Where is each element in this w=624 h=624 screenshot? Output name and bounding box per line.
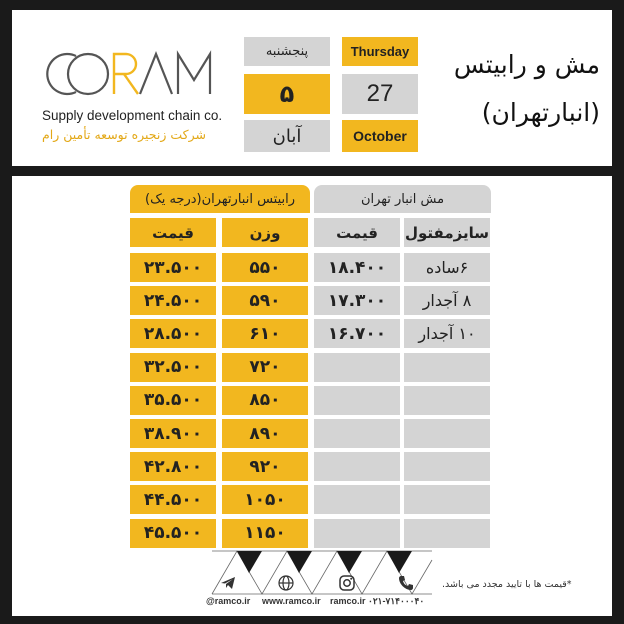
- rabitz-price-cell: ۲۳.۵۰۰: [130, 253, 216, 282]
- rabitz-weight-cell: ۶۱۰: [222, 319, 308, 348]
- day-en: 27: [342, 74, 418, 114]
- website-link[interactable]: www.ramco.ir: [262, 596, 321, 606]
- mesh-header-size: سایزمفتول: [404, 218, 490, 247]
- mesh-size-cell: ۸ آجدار: [404, 286, 490, 315]
- weekday-en: Thursday: [342, 37, 418, 66]
- company-name-en: Supply development chain co.: [42, 108, 223, 123]
- phone-icon: [397, 574, 415, 592]
- mesh-header-price: قیمت: [314, 218, 400, 247]
- rabitz-price-cell: ۳۲.۵۰۰: [130, 353, 216, 382]
- rabitz-weight-cell: ۱۱۵۰: [222, 519, 308, 548]
- rabitz-price-cell: ۴۵.۵۰۰: [130, 519, 216, 548]
- month-en: October: [342, 120, 418, 152]
- rabitz-price-cell: ۲۴.۵۰۰: [130, 286, 216, 315]
- mesh-section-title: مش انبار تهران: [314, 185, 491, 213]
- phone-number[interactable]: ۰۲۱-۷۱۴۰۰۰۴۰: [368, 596, 425, 606]
- weekday-fa: پنجشنبه: [244, 37, 330, 66]
- mesh-size-cell: ۶ساده: [404, 253, 490, 282]
- rabitz-price-cell: ۲۸.۵۰۰: [130, 319, 216, 348]
- page-subtitle: (انبارتهران): [481, 98, 600, 127]
- rabitz-header-weight: وزن: [222, 218, 308, 247]
- rabitz-section-title: رابیتس انبارتهران(درجه یک): [130, 185, 310, 213]
- instagram-icon: [338, 574, 356, 592]
- ramco-logo: [42, 42, 217, 106]
- rabitz-price-cell: ۴۲.۸۰۰: [130, 452, 216, 481]
- header-card: [12, 10, 612, 166]
- mesh-price-cell: ۱۶.۷۰۰: [314, 319, 400, 348]
- rabitz-price-cell: ۳۵.۵۰۰: [130, 386, 216, 415]
- mesh-price-cell: ۱۷.۳۰۰: [314, 286, 400, 315]
- globe-icon: [277, 574, 295, 592]
- rabitz-weight-cell: ۷۲۰: [222, 353, 308, 382]
- rabitz-price-cell: ۴۴.۵۰۰: [130, 485, 216, 514]
- price-note: *قیمت ها با تایید مجدد می باشد.: [442, 579, 572, 590]
- telegram-icon: [219, 574, 237, 592]
- mesh-size-cell: ۱۰ آجدار: [404, 319, 490, 348]
- rabitz-weight-cell: ۸۵۰: [222, 386, 308, 415]
- rabitz-header-price: قیمت: [130, 218, 216, 247]
- instagram-handle[interactable]: ramco.ir: [330, 596, 366, 606]
- rabitz-weight-cell: ۵۹۰: [222, 286, 308, 315]
- rabitz-weight-cell: ۱۰۵۰: [222, 485, 308, 514]
- rabitz-weight-cell: ۵۵۰: [222, 253, 308, 282]
- decorative-triangle-band: [12, 176, 612, 616]
- rabitz-weight-cell: ۹۲۰: [222, 452, 308, 481]
- telegram-handle[interactable]: @ramco.ir: [206, 596, 251, 606]
- rabitz-price-cell: ۳۸.۹۰۰: [130, 419, 216, 448]
- rabitz-weight-cell: ۸۹۰: [222, 419, 308, 448]
- month-fa: آبان: [244, 120, 330, 152]
- price-card: [12, 176, 612, 616]
- company-name-fa: شرکت زنجیره توسعه تأمین رام: [42, 127, 206, 142]
- day-fa: ۵: [244, 74, 330, 114]
- mesh-price-cell: ۱۸.۴۰۰: [314, 253, 400, 282]
- page-title: مش و رابیتس: [453, 50, 600, 79]
